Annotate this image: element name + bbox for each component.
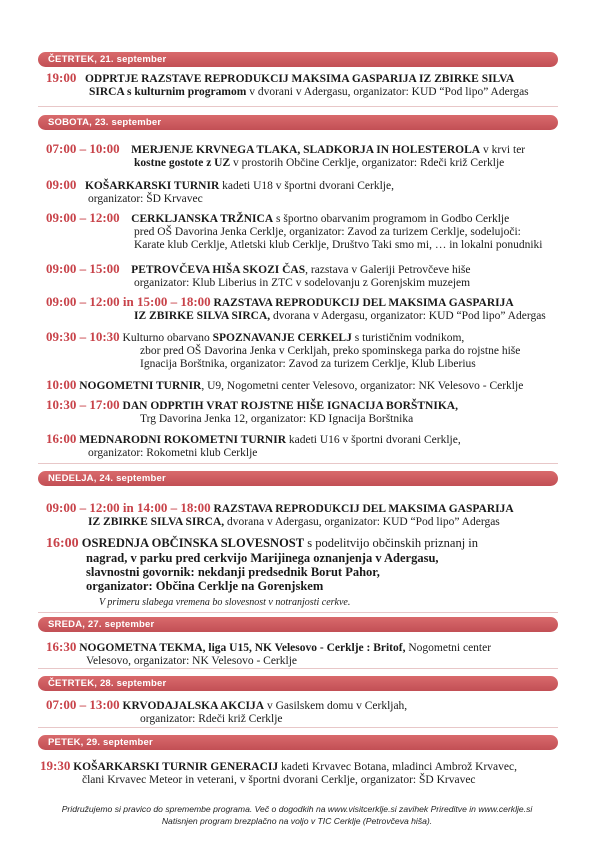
event-petrovceva-house [46, 262, 471, 290]
event-title: NOGOMETNI TURNIR [76, 380, 202, 392]
event-details: Velesovo, organizator: NK Velesovo - Cerklje [86, 655, 297, 667]
event-details: zbor pred OŠ Davorina Jenka v Cerkljah, preko spominskega parka do rojstne hiše [140, 345, 521, 357]
event-details: Ignacija Borštnika, organizator: Zavod za turizem Cerklje, Klub Liberius [140, 358, 476, 370]
event-blood-donation [46, 698, 407, 726]
event-details: organizator: ŠD Krvavec [88, 193, 203, 205]
event-title: slavnostni govornik: nekdanji predsednik Borut Pahor, [86, 565, 380, 579]
event-gaspari-exhibition-sunday [46, 501, 514, 529]
event-title: DAN ODPRTIH VRAT ROJSTNE HIŠE IGNACIJA BORŠTNIKA, [119, 400, 458, 412]
event-details: pred OŠ Davorina Jenka Cerklje, organizator: Zavod za turizem Cerklje, sodelujoči: [134, 226, 521, 238]
event-time: 09:00 – 12:00 in 14:00 – 18:00 [46, 500, 211, 515]
separator [38, 106, 558, 107]
event-details: v dvorani v Adergasu, organizator: KUD “Pod lipo” Adergas [246, 86, 529, 98]
event-basketball-generations [40, 759, 517, 787]
event-details: , U9, Nogometni center Velesovo, organizator: NK Velesovo - Cerklje [201, 380, 524, 392]
event-title: s kulturnim programom [124, 86, 247, 98]
event-time: 10:30 – 17:00 [46, 397, 120, 412]
footer-line-1: Pridružujemo si pravico do spremembe programa. Več o dogodkih na www.visitcerklje.si zavihek Prireditve in www.cerklje.si [61, 804, 533, 814]
event-title: IZ ZBIRKE SILVA SIRCA, [134, 310, 271, 322]
event-time: 07:00 – 10:00 [46, 141, 120, 156]
event-details: v prostorih Občine Cerklje, organizator: Rdeči križ Cerklje [230, 157, 505, 169]
separator [38, 668, 558, 669]
event-blood-pressure [46, 142, 525, 170]
event-time: 09:00 – 15:00 [46, 261, 120, 276]
event-title: MERJENJE KRVNEGA TLAKA, SLADKORJA IN HOLESTEROLA [131, 144, 481, 156]
event-title: OSREDNJA OBČINSKA SLOVESNOST [78, 536, 305, 550]
event-details: Trg Davorina Jenka 12, organizator: KD Ignacija Borštnika [140, 413, 414, 425]
event-time: 07:00 – 13:00 [46, 697, 120, 712]
event-market [46, 211, 542, 252]
event-title: KOŠARKARSKI TURNIR [84, 180, 220, 192]
weather-note: V primeru slabega vremena bo slovesnost v notranjosti cerkve. [99, 597, 351, 608]
event-details: kadeti U16 v športni dvorani Cerklje, [286, 434, 461, 446]
footer-line-2: Natisnjen program brezplačno na voljo v TIC Cerklje (Petrovčeva hiša). [161, 816, 433, 826]
event-details: s turističnim vodnikom, [351, 332, 465, 344]
event-time: 16:00 [46, 431, 77, 446]
event-football-u9 [46, 378, 523, 393]
event-details: s športno obarvanim programom in Godbo Cerklje [273, 213, 510, 225]
event-details: v Gasilskem domu v Cerkljah, [264, 700, 408, 712]
event-title: IZ ZBIRKE SILVA SIRCA, [88, 516, 225, 528]
event-title: ODPRTJE RAZSTAVE REPRODUKCIJ MAKSIMA GASPARIJA IZ ZBIRKE SILVA [84, 73, 515, 85]
event-title: organizator: Občina Cerklje na Gorenjskem [86, 579, 324, 593]
event-title: RAZSTAVA REPRODUKCIJ DEL MAKSIMA GASPARIJA [210, 297, 514, 309]
event-title: NOGOMETNA TEKMA, liga U15, NK Velesovo - Cerklje : Britof, [76, 642, 406, 654]
event-time: 10:00 [46, 377, 77, 392]
event-time: 09:00 – 12:00 in 15:00 – 18:00 [46, 294, 211, 309]
event-basketball-u18 [46, 178, 394, 206]
event-time: 16:30 [46, 639, 77, 654]
separator [38, 612, 558, 613]
event-details: Nogometni center [405, 642, 492, 654]
event-details: kadeti U18 v športni dvorani Cerklje, [219, 180, 394, 192]
event-open-house-borstnik [46, 398, 458, 426]
day-header-thursday-28: ČETRTEK, 28. september [38, 676, 558, 691]
event-gaspari-exhibition-saturday [46, 295, 546, 323]
event-time: 09:00 – 12:00 [46, 210, 120, 225]
event-handball-u16 [46, 432, 461, 460]
separator [38, 727, 558, 728]
event-details: dvorana v Adergasu, organizator: KUD “Pod lipo” Adergas [270, 310, 546, 322]
event-details: s podelitvijo občinskih priznanj in [304, 536, 479, 550]
event-cerklje-tour [46, 330, 520, 371]
event-time: 19:00 [46, 70, 77, 85]
event-details: dvorana v Adergasu, organizator: KUD “Pod lipo” Adergas [224, 516, 500, 528]
event-time: 09:30 – 10:30 [46, 329, 120, 344]
event-title: CERKLJANSKA TRŽNICA [131, 213, 274, 225]
event-title: SIRCA [89, 86, 125, 98]
event-title: MEDNARODNI ROKOMETNI TURNIR [76, 434, 287, 446]
event-title: SPOZNAVANJE CERKELJ [212, 332, 352, 344]
separator [38, 463, 558, 464]
event-time: 16:00 [46, 536, 79, 551]
event-19-00-exhibition [46, 71, 529, 99]
event-time: 19:30 [40, 758, 71, 773]
event-time: 09:00 [46, 177, 77, 192]
event-details: Karate klub Cerklje, Atletski klub Cerklje, Društvo Taki smo mi, … in lokalni ponudniki [134, 239, 543, 251]
event-title: KRVODAJALSKA AKCIJA [119, 700, 265, 712]
day-header-saturday-23: SOBOTA, 23. september [38, 115, 558, 130]
event-details: kadeti Krvavec Botana, mladinci Ambrož Krvavec, [278, 761, 517, 773]
event-details: organizator: Rdeči križ Cerklje [140, 713, 283, 725]
day-header-friday-29: PETEK, 29. september [38, 735, 558, 750]
day-header-sunday-24: NEDELJA, 24. september [38, 471, 558, 486]
event-municipal-ceremony [46, 536, 478, 593]
event-details: člani Krvavec Meteor in veterani, v športni dvorani Cerklje, organizator: ŠD Krvavec [82, 774, 476, 786]
event-title: PETROVČEVA HIŠA SKOZI ČAS [131, 264, 306, 276]
event-title: nagrad, v parku pred cerkvijo Marijinega oznanjenja v Adergasu, [86, 551, 439, 565]
event-details: , razstava v Galeriji Petrovčeve hiše [305, 264, 471, 276]
event-details: Kulturno obarvano [119, 332, 213, 344]
event-details: v krvi ter [480, 144, 526, 156]
event-title: KOŠARKARSKI TURNIR GENERACIJ [70, 761, 279, 773]
event-details: organizator: Rokometni klub Cerklje [88, 447, 258, 459]
event-title: RAZSTAVA REPRODUKCIJ DEL MAKSIMA GASPARIJA [210, 503, 514, 515]
event-details: organizator: Klub Liberius in ZTC v sodelovanju z Gorenjskim muzejem [134, 277, 471, 289]
event-title: kostne gostote z UZ [134, 157, 231, 169]
event-football-u15 [46, 640, 491, 668]
day-header-thursday-21: ČETRTEK, 21. september [38, 52, 558, 67]
day-header-wednesday-27: SREDA, 27. september [38, 617, 558, 632]
